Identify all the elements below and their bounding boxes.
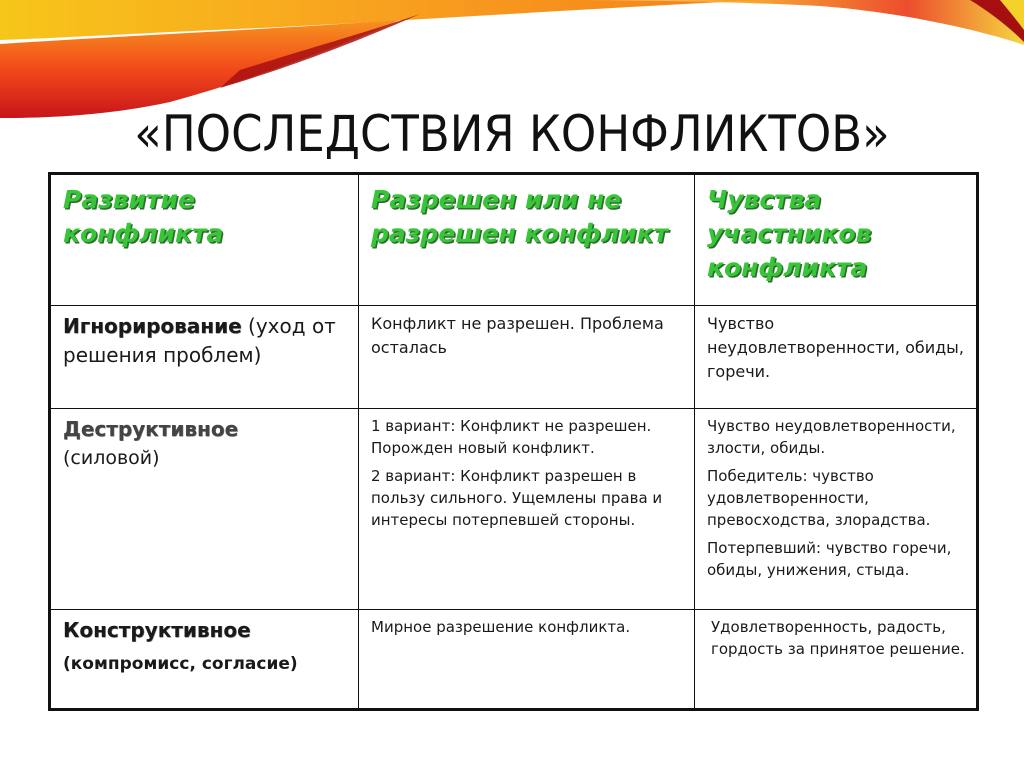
resolution-cell bbox=[359, 306, 695, 409]
development-note: (компромисс, согласие) bbox=[63, 654, 298, 674]
header-cell-feelings bbox=[695, 174, 978, 306]
resolution-text: Мирное разрешение конфликта. bbox=[371, 618, 631, 636]
resolution-text: 1 вариант: Конфликт не разрешен. Порожден новый конфликт. bbox=[371, 417, 652, 457]
feelings-cell bbox=[695, 409, 978, 610]
header-cell-development bbox=[50, 174, 359, 306]
resolution-text: 2 вариант: Конфликт разрешен в пользу сильного. Ущемлены права и интересы потерпевшей стороны. bbox=[371, 467, 663, 529]
development-cell bbox=[50, 409, 359, 610]
development-ignoring bbox=[63, 312, 348, 370]
feelings-text: Чувство неудовлетворенности, злости, обиды. bbox=[707, 417, 956, 457]
header-feelings: Чувства участников конфликта bbox=[707, 185, 872, 282]
feelings-text: Победитель: чувство удовлетворенности, превосходства, злорадства. bbox=[707, 467, 931, 529]
feelings-cell bbox=[695, 610, 978, 710]
development-name: Деструктивное bbox=[63, 417, 239, 441]
feelings-text: Чувство неудовлетворенности, обиды, горечи. bbox=[707, 314, 964, 381]
development-constructive bbox=[63, 616, 348, 645]
resolution-cell bbox=[359, 610, 695, 710]
consequences-table bbox=[48, 172, 979, 711]
development-name: Конструктивное bbox=[63, 618, 251, 642]
header-resolution: Разрешен или не разрешен конфликт bbox=[371, 185, 669, 248]
resolution-cell bbox=[359, 409, 695, 610]
header-development: Развитие конфликта bbox=[63, 185, 224, 248]
table-row bbox=[50, 409, 978, 610]
development-name: Игнорирование bbox=[63, 314, 242, 338]
table-row bbox=[50, 306, 978, 409]
development-note: (уход от решения проблем) bbox=[63, 314, 336, 367]
feelings-text: Удовлетворенность, радость, гордость за принятое решение. bbox=[711, 618, 965, 658]
header-cell-resolution bbox=[359, 174, 695, 306]
development-cell bbox=[50, 306, 359, 409]
development-note: (силовой) bbox=[63, 447, 160, 469]
slide-title: «ПОСЛЕДСТВИЯ КОНФЛИКТОВ» bbox=[134, 105, 890, 163]
resolution-text: Конфликт не разрешен. Проблема осталась bbox=[371, 314, 664, 357]
development-destructive bbox=[63, 415, 348, 444]
development-cell bbox=[50, 610, 359, 710]
table-header-row bbox=[50, 174, 978, 306]
table-row bbox=[50, 610, 978, 710]
feelings-cell bbox=[695, 306, 978, 409]
feelings-text: Потерпевший: чувство горечи, обиды, унижения, стыда. bbox=[707, 539, 952, 579]
